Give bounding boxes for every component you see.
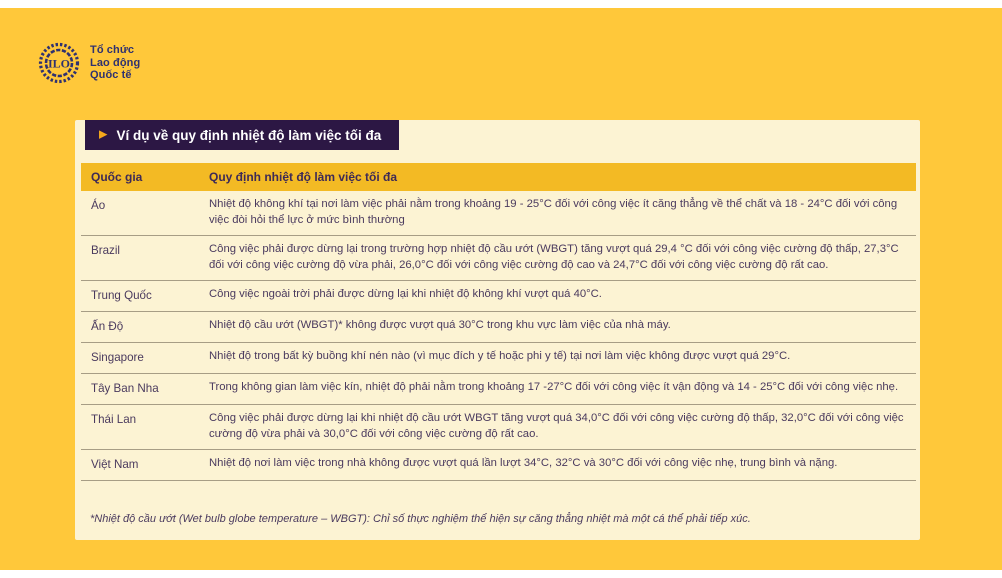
country-cell: Việt Nam (91, 458, 139, 472)
regulation-cell: Nhiệt độ nơi làm việc trong nhà không được vượt quá lần lượt 34°C, 32°C và 30°C đối với công việc nhẹ, trung bình và nặng. (209, 457, 838, 470)
svg-text:ILO: ILO (47, 56, 71, 71)
table-row-austria (81, 191, 916, 236)
table-header-row (81, 163, 916, 191)
regulation-cell: Trong không gian làm việc kín, nhiệt độ phải nằm trong khoảng 17 -27°C đối với công việc ít vận động và 14 - 25°C đối với công việc nhẹ. (209, 381, 899, 394)
regulation-cell: Nhiệt độ không khí tại nơi làm việc phải nằm trong khoảng 19 - 25°C đối với công việc ít căng thẳng về thể chất và 18 - 24°C đối với công việc đòi hỏi thể lực ở mức bình thường (209, 198, 898, 226)
play-triangle-icon: ▶ (99, 128, 108, 140)
country-cell: Thái Lan (91, 413, 137, 427)
table-row-singapore (81, 343, 916, 374)
table-row-thailand (81, 405, 916, 450)
country-cell: Áo (91, 199, 106, 212)
regulation-cell: Công việc phải được dừng lại khi nhiệt độ cầu ướt WBGT tăng vượt quá 34,0°C đối với công việc cường độ thấp, 32,0°C đối với công việc cường độ vừa phải và 30,0°C đối với công việc cường độ rất cao. (209, 412, 904, 440)
ilo-logo (38, 42, 140, 84)
regulation-cell: Công việc phải được dừng lại trong trường hợp nhiệt độ cầu ướt (WBGT) tăng vượt quá 29,4 °C đối với công việc cường độ thấp, 27,3°C đối với công việc cường độ vừa phải, 26,0°C đối với công việc cường độ cao và 24,7°C đối với công việc cường độ rất cao. (209, 243, 899, 271)
country-cell: Singapore (91, 351, 144, 365)
header-country: Quốc gia (91, 170, 143, 184)
section-title-bar (85, 120, 399, 150)
country-cell: Tây Ban Nha (91, 382, 159, 396)
section-title: Ví dụ về quy định nhiệt độ làm việc tối đa (116, 127, 382, 143)
table-row-brazil (81, 236, 916, 281)
ilo-org-line3: Quốc tế (90, 69, 132, 82)
country-cell: Brazil (91, 244, 120, 258)
wbgt-footnote: *Nhiệt độ cầu ướt (Wet bulb globe temperature – WBGT): Chỉ số thực nghiệm thể hiện sự căng thẳng nhiệt mà một cá thể phải tiếp xúc. (90, 512, 751, 525)
regulation-cell: Nhiệt độ trong bất kỳ buồng khí nén nào (vì mục đích y tế hoặc phi y tế) tại nơi làm việc không được vượt quá 29°C. (209, 350, 791, 363)
ilo-org-line2: Lao động (90, 56, 141, 69)
country-cell: Ấn Độ (91, 320, 124, 334)
regulation-cell: Công việc ngoài trời phải được dừng lại khi nhiệt độ không khí vượt quá 40°C. (209, 288, 602, 301)
ilo-org-line1: Tổ chức (90, 43, 135, 56)
content-panel (75, 120, 920, 540)
regulation-cell: Nhiệt độ cầu ướt (WBGT)* không được vượt quá 30°C trong khu vực làm việc của nhà máy. (209, 319, 671, 332)
ilo-org-name (90, 44, 140, 83)
header-regulation: Quy định nhiệt độ làm việc tối đa (209, 170, 398, 184)
country-cell: Trung Quốc (91, 289, 152, 303)
table-row-vietnam (81, 450, 916, 481)
table-row-india (81, 312, 916, 343)
slide-background (0, 8, 1002, 570)
regulations-table (81, 163, 916, 481)
table-row-spain (81, 374, 916, 405)
table-row-china (81, 281, 916, 312)
ilo-emblem-icon (38, 42, 80, 84)
